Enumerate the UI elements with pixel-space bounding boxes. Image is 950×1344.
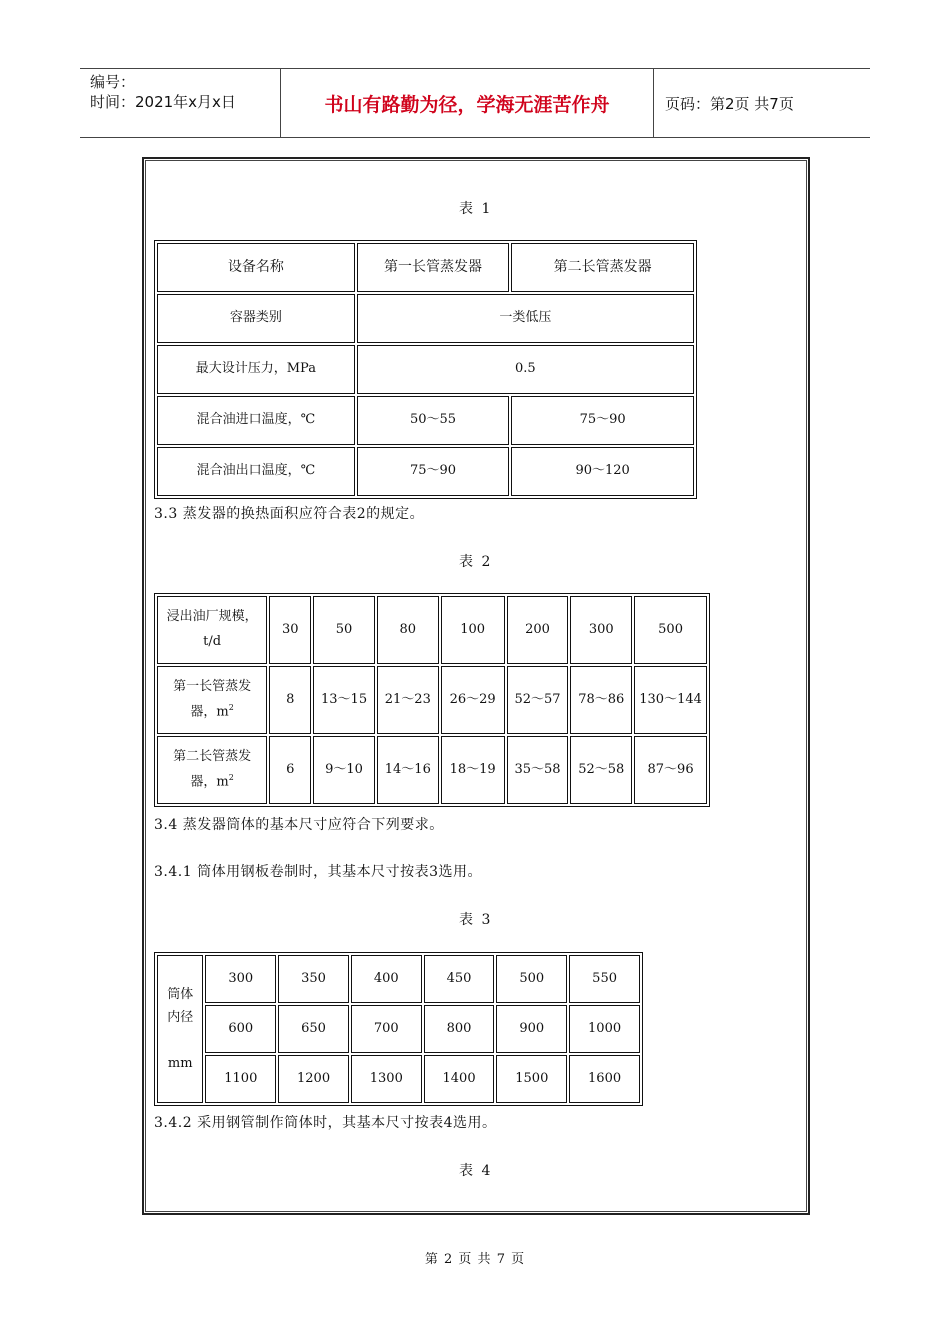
table-row: [157, 345, 694, 394]
table2-cell: 9～10: [313, 736, 375, 804]
table2-cell: 50: [313, 596, 375, 664]
table3-cell: 400: [351, 955, 422, 1003]
table3-cell: 300: [205, 955, 276, 1003]
table1: [154, 240, 697, 499]
table2-caption: 表 2: [459, 554, 493, 570]
table-row: [157, 447, 694, 496]
table3-cell: 500: [496, 955, 567, 1003]
table3-row-label: [157, 955, 203, 1103]
table2-cell: 26～29: [441, 666, 505, 734]
table3-cell: 350: [278, 955, 349, 1003]
header-motto: 书山有路勤为径，学海无涯苦作舟: [281, 69, 654, 137]
table3-cell: 1500: [496, 1055, 567, 1103]
table2: [154, 593, 710, 807]
table-row: [157, 596, 707, 664]
table2-row-label-text: 第一长管蒸发器，m: [173, 679, 252, 720]
table-row: [157, 736, 707, 804]
table2-cell: 18～19: [441, 736, 505, 804]
table1-row-label: 混合油进口温度，℃: [157, 396, 355, 445]
table2-cell: 30: [269, 596, 311, 664]
table2-cell: 52～58: [570, 736, 632, 804]
table3-label-line: 筒体: [167, 986, 194, 1002]
table-row: [157, 294, 694, 343]
table2-cell: 500: [634, 596, 707, 664]
paragraph-3-4: 3.4 蒸发器筒体的基本尺寸应符合下列要求。: [154, 817, 444, 833]
table2-cell: 21～23: [377, 666, 439, 734]
table1-cell: 75～90: [511, 396, 694, 445]
table2-cell: 100: [441, 596, 505, 664]
table3-cell: 900: [496, 1005, 567, 1053]
table3-label-line: 内径: [167, 1010, 194, 1026]
table-row: [157, 396, 694, 445]
table3: [154, 952, 643, 1106]
table1-header-cell: 设备名称: [157, 243, 355, 292]
header-page-info: 页码：第2页 共7页: [665, 94, 794, 113]
table1-row-label: 混合油出口温度，℃: [157, 447, 355, 496]
table2-cell: 300: [570, 596, 632, 664]
table2-cell: 14～16: [377, 736, 439, 804]
table2-cell: 78～86: [570, 666, 632, 734]
table1-cell: 90～120: [511, 447, 694, 496]
table3-label-unit: mm: [167, 1055, 193, 1071]
table3-cell: 600: [205, 1005, 276, 1053]
table2-row-label-text: 第二长管蒸发器，m: [173, 749, 252, 790]
table1-header-cell: 第一长管蒸发器: [357, 243, 510, 292]
table2-row-label: [157, 666, 267, 734]
table1-row-label: 最大设计压力，MPa: [157, 345, 355, 394]
table3-cell: 550: [569, 955, 640, 1003]
table2-row-label: 浸出油厂规模，t/d: [157, 596, 267, 664]
table3-cell: 1600: [569, 1055, 640, 1103]
table2-cell: 200: [507, 596, 569, 664]
paragraph-3-4-1: 3.4.1 筒体用钢板卷制时，其基本尺寸按表3选用。: [154, 864, 482, 880]
paragraph-3-3: 3.3 蒸发器的换热面积应符合表2的规定。: [154, 506, 425, 522]
page-footer: 第 2 页 共 7 页: [424, 1252, 526, 1267]
unit-superscript: 2: [228, 772, 234, 782]
table3-cell: 650: [278, 1005, 349, 1053]
table3-caption: 表 3: [459, 912, 493, 928]
table-row: [157, 666, 707, 734]
table2-cell: 87～96: [634, 736, 707, 804]
table2-cell: 52～57: [507, 666, 569, 734]
table3-cell: 1300: [351, 1055, 422, 1103]
unit-superscript: 2: [228, 702, 234, 712]
table3-cell: 1100: [205, 1055, 276, 1103]
table3-cell: 1000: [569, 1005, 640, 1053]
spacer: [162, 1030, 198, 1052]
table1-header-cell: 第二长管蒸发器: [511, 243, 694, 292]
table1-cell: 50～55: [357, 396, 510, 445]
table2-row-label: [157, 736, 267, 804]
table4-caption: 表 4: [459, 1163, 493, 1179]
header-meta: [80, 69, 281, 137]
table1-caption: 表 1: [459, 201, 493, 217]
table1-cell: 0.5: [357, 345, 694, 394]
number-label: 编号：: [90, 73, 136, 91]
table2-cell: 130～144: [634, 666, 707, 734]
date-label: 时间：2021年x月x日: [90, 93, 236, 111]
page-header: [80, 68, 870, 138]
table3-cell: 1200: [278, 1055, 349, 1103]
table1-cell: 一类低压: [357, 294, 694, 343]
table-row: [157, 955, 640, 1003]
table2-cell: 80: [377, 596, 439, 664]
table2-cell: 6: [269, 736, 311, 804]
table3-cell: 700: [351, 1005, 422, 1053]
table2-cell: 8: [269, 666, 311, 734]
table2-cell: 13～15: [313, 666, 375, 734]
table3-cell: 800: [424, 1005, 495, 1053]
table-row: [157, 1055, 640, 1103]
table3-cell: 1400: [424, 1055, 495, 1103]
table1-cell: 75～90: [357, 447, 510, 496]
table3-cell: 450: [424, 955, 495, 1003]
paragraph-3-4-2: 3.4.2 采用钢管制作筒体时，其基本尺寸按表4选用。: [154, 1115, 497, 1131]
table2-cell: 35～58: [507, 736, 569, 804]
table1-row-label: 容器类别: [157, 294, 355, 343]
table-row: [157, 1005, 640, 1053]
